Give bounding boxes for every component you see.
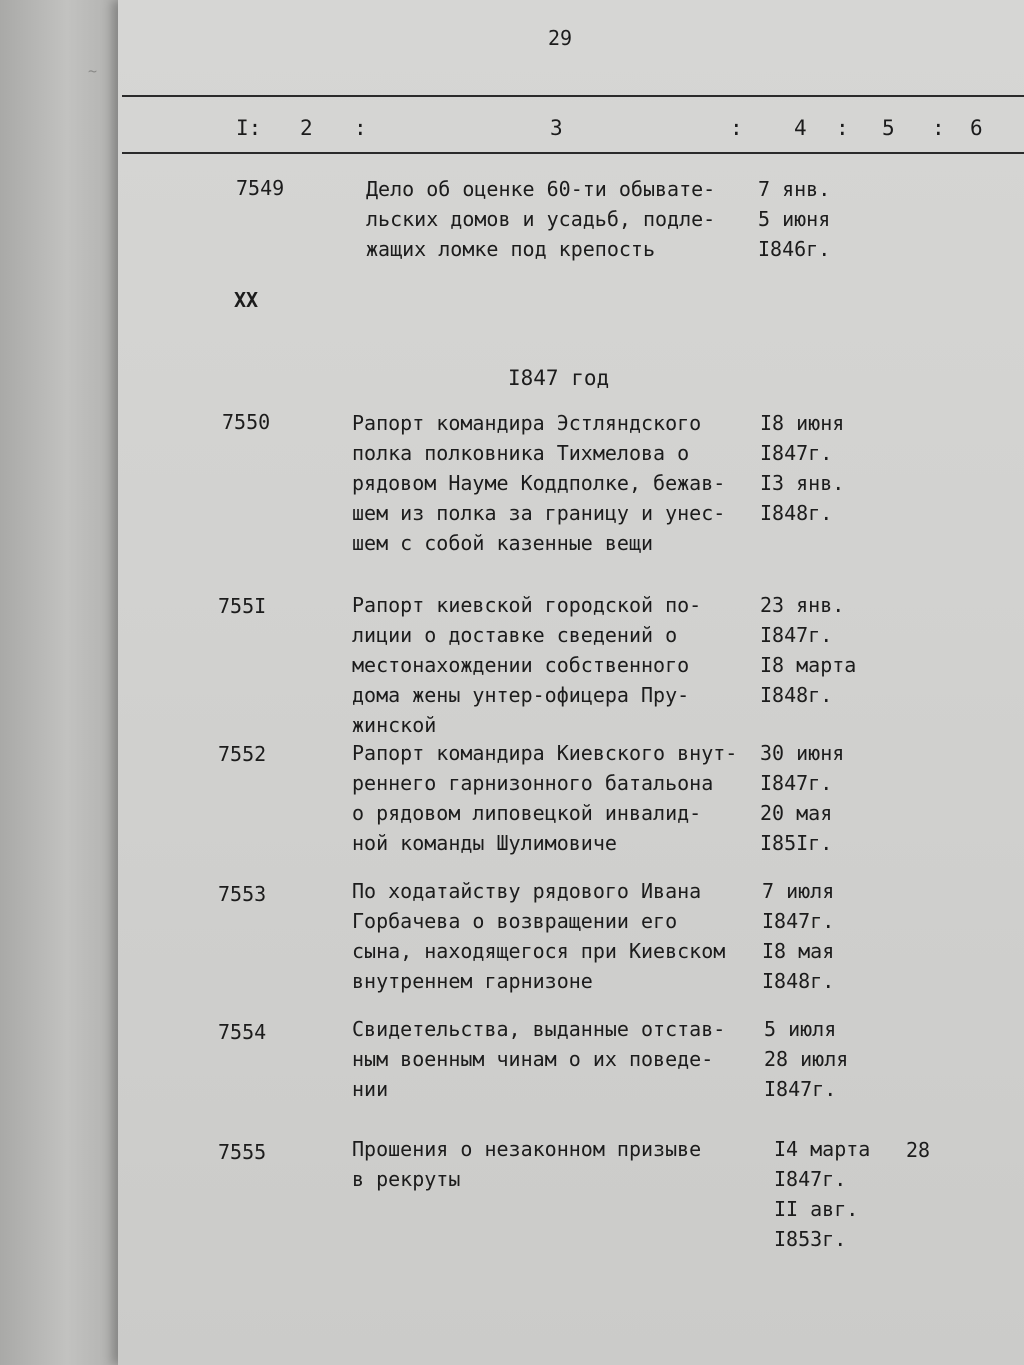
description-line: жащих ломке под крепость bbox=[366, 237, 655, 261]
entry-number: 7554 bbox=[218, 1020, 267, 1044]
date-line: 7 янв. bbox=[758, 177, 831, 201]
date-line: 30 июня bbox=[760, 741, 845, 765]
page-number: 29 bbox=[548, 26, 573, 50]
description-line: шем из полка за границу и унес- bbox=[352, 501, 726, 525]
entry-number: 7552 bbox=[218, 742, 267, 766]
entry-number: 7549 bbox=[236, 176, 285, 200]
col-header-6: 6 bbox=[970, 116, 983, 140]
description-line: Дело об оценке 60-ти обывате- bbox=[366, 177, 716, 201]
entry-description bbox=[352, 590, 701, 740]
entry-description bbox=[366, 174, 715, 264]
entry-dates bbox=[774, 1134, 870, 1254]
description-line: о рядовом липовецкой инвалид- bbox=[352, 801, 702, 825]
description-line: полка полковника Тихмелова о bbox=[352, 441, 690, 465]
entry-dates bbox=[764, 1014, 848, 1104]
date-line: 5 июня bbox=[758, 207, 831, 231]
entry-number: 7550 bbox=[222, 410, 271, 434]
description-line: сына, находящегося при Киевском bbox=[352, 939, 726, 963]
date-line: I847г. bbox=[760, 623, 833, 647]
entry-sheets-count: 28 bbox=[906, 1138, 931, 1162]
description-line: рядовом Науме Коддполке, бежав- bbox=[352, 471, 726, 495]
description-line: ной команды Шулимовиче bbox=[352, 831, 617, 855]
previous-page-edge bbox=[0, 0, 122, 1365]
entry-description bbox=[352, 876, 725, 996]
col-header-sep: : bbox=[730, 116, 743, 140]
description-line: в рекруты bbox=[352, 1167, 461, 1191]
date-line: I847г. bbox=[760, 771, 833, 795]
date-line: I8 марта bbox=[760, 653, 857, 677]
col-header-sep: : bbox=[932, 116, 945, 140]
description-line: дома жены унтер-офицера Пру- bbox=[352, 683, 690, 707]
description-line: внутреннем гарнизоне bbox=[352, 969, 593, 993]
col-header-sep: : bbox=[836, 116, 849, 140]
entry-dates bbox=[760, 408, 844, 528]
date-line: I8 мая bbox=[762, 939, 835, 963]
date-line: I847г. bbox=[774, 1167, 847, 1191]
col-header-3: 3 bbox=[550, 116, 563, 140]
col-header-2: 2 bbox=[300, 116, 313, 140]
entry-description bbox=[352, 1134, 701, 1194]
entry-description bbox=[352, 738, 737, 858]
header-bottom-rule bbox=[122, 152, 1024, 154]
description-line: шем с собой казенные вещи bbox=[352, 531, 654, 555]
col-header-5: 5 bbox=[882, 116, 895, 140]
date-line: I847г. bbox=[764, 1077, 837, 1101]
description-line: жинской bbox=[352, 713, 437, 737]
entry-dates bbox=[762, 876, 834, 996]
year-heading: I847 год bbox=[508, 366, 610, 390]
date-line: I4 марта bbox=[774, 1137, 871, 1161]
entry-dates bbox=[760, 738, 844, 858]
col-header-1: I: bbox=[236, 116, 262, 140]
date-line: 23 янв. bbox=[760, 593, 845, 617]
date-line: 5 июля bbox=[764, 1017, 837, 1041]
entry-description bbox=[352, 1014, 725, 1104]
description-line: Рапорт командира Эстляндского bbox=[352, 411, 702, 435]
date-line: I3 янв. bbox=[760, 471, 845, 495]
date-line: I848г. bbox=[760, 501, 833, 525]
margin-mark: XX bbox=[234, 288, 259, 312]
description-line: Прошения о незаконном призыве bbox=[352, 1137, 702, 1161]
description-line: местонахождении собственного bbox=[352, 653, 690, 677]
previous-page-fragment: ~ bbox=[88, 62, 98, 80]
description-line: По ходатайству рядового Ивана bbox=[352, 879, 702, 903]
description-line: лиции о доставке сведений о bbox=[352, 623, 678, 647]
col-header-sep: : bbox=[354, 116, 367, 140]
description-line: реннего гарнизонного батальона bbox=[352, 771, 714, 795]
date-line: I846г. bbox=[758, 237, 831, 261]
entry-dates bbox=[760, 590, 856, 710]
date-line: I847г. bbox=[762, 909, 835, 933]
entry-number: 7555 bbox=[218, 1140, 267, 1164]
date-line: 20 мая bbox=[760, 801, 833, 825]
description-line: нии bbox=[352, 1077, 389, 1101]
date-line: I847г. bbox=[760, 441, 833, 465]
description-line: Рапорт командира Киевского внут- bbox=[352, 741, 738, 765]
date-line: I8 июня bbox=[760, 411, 845, 435]
date-line: I848г. bbox=[762, 969, 835, 993]
entry-dates bbox=[758, 174, 830, 264]
description-line: льских домов и усадьб, подле- bbox=[366, 207, 716, 231]
date-line: 28 июля bbox=[764, 1047, 849, 1071]
document-page bbox=[118, 0, 1024, 1365]
date-line: 7 июля bbox=[762, 879, 835, 903]
col-header-4: 4 bbox=[794, 116, 807, 140]
date-line: I848г. bbox=[760, 683, 833, 707]
entry-description bbox=[352, 408, 725, 558]
entry-number: 7553 bbox=[218, 882, 267, 906]
entry-number: 755I bbox=[218, 594, 267, 618]
date-line: I853г. bbox=[774, 1227, 847, 1251]
header-top-rule bbox=[122, 95, 1024, 97]
description-line: Свидетельства, выданные отстав- bbox=[352, 1017, 726, 1041]
description-line: Горбачева о возвращении его bbox=[352, 909, 678, 933]
date-line: I85Iг. bbox=[760, 831, 833, 855]
date-line: II авг. bbox=[774, 1197, 859, 1221]
description-line: ным военным чинам о их поведе- bbox=[352, 1047, 714, 1071]
description-line: Рапорт киевской городской по- bbox=[352, 593, 702, 617]
